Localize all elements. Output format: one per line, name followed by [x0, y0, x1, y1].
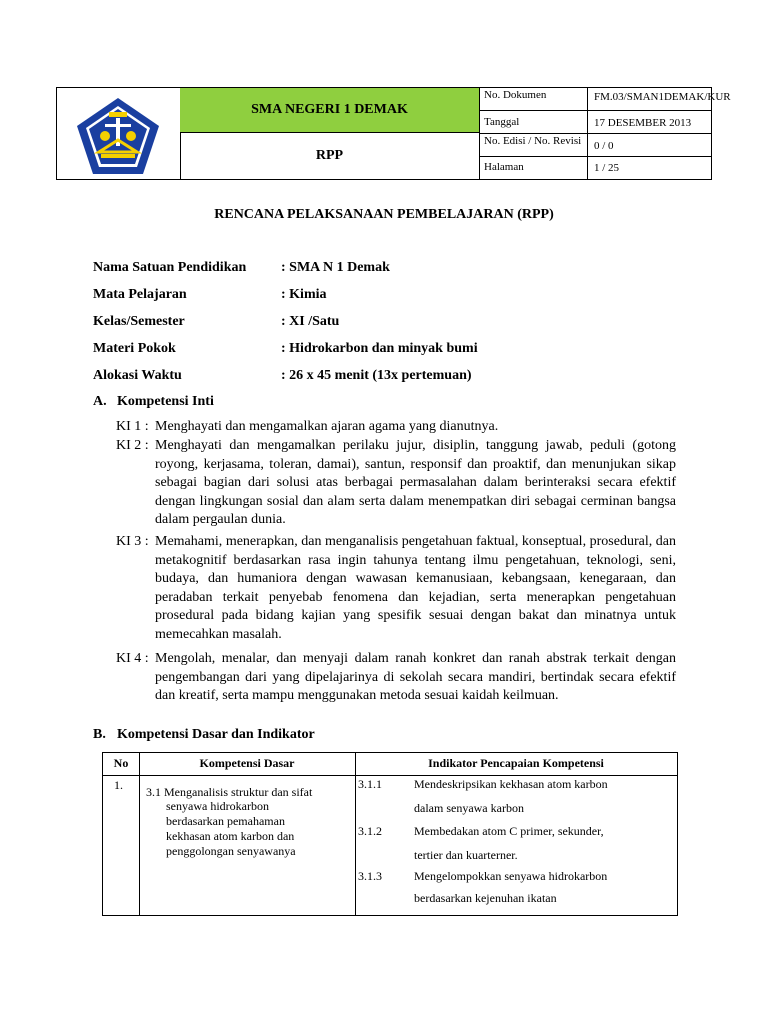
table-divider: [103, 775, 677, 776]
meta-row: [480, 111, 711, 134]
section-title: Kompetensi Inti: [117, 394, 214, 409]
kd-line: kekhasan atom karbon dan: [166, 829, 295, 843]
meta-row: [480, 88, 731, 111]
table-header-no: No: [113, 756, 129, 770]
kd-line: senyawa hidrokarbon: [166, 799, 269, 813]
ki-number: KI 4 :: [116, 651, 149, 666]
logo-cell: [57, 88, 181, 179]
table-divider: [139, 753, 140, 915]
ki-text: Menghayati dan mengamalkan ajaran agama yang dianutnya.: [155, 419, 499, 434]
ki-text: Menghayati dan mengamalkan perilaku jujur, disiplin, tanggung jawab, peduli (gotong royong, kerjasama, toleran, damai), santun, responsif dan proaktif, dan menunjukan sikap sebagai bagian dari solusi atas berbagai permasalahan dalam berinteraksi secara efektif dengan lingkungan sosial dan alam serta dalam menempatkan diri sebagai cerminan bangsa dalam pergaulan dunia.: [155, 438, 676, 528]
kd-line: penggolongan senyawanya: [166, 844, 296, 858]
indicator-line: Mendeskripsikan kekhasan atom karbon: [414, 777, 608, 791]
identity-value: : Kimia: [281, 287, 327, 302]
section-letter: B.: [93, 727, 106, 742]
ki-number: KI 1 :: [116, 419, 149, 434]
document-meta: [480, 88, 731, 179]
row-number: 1.: [114, 778, 123, 792]
table-header-indicator: Indikator Pencapaian Kompetensi: [428, 756, 604, 770]
identity-label: Kelas/Semester: [93, 314, 185, 329]
document-header: [56, 87, 731, 180]
meta-label: No. Edisi / No. Revisi: [480, 134, 588, 156]
identity-value: : XI /Satu: [281, 314, 340, 329]
meta-row: [480, 134, 711, 157]
kd-line: berdasarkan pemahaman: [166, 814, 285, 828]
meta-row: [480, 157, 711, 179]
meta-value: 17 DESEMBER 2013: [594, 117, 692, 129]
school-name: SMA NEGERI 1 DEMAK: [180, 88, 480, 133]
kd-table: [102, 752, 678, 916]
indicator-line: dalam senyawa karbon: [414, 801, 524, 815]
section-letter: A.: [93, 394, 107, 409]
meta-label: Tanggal: [480, 111, 588, 133]
indicator-line: berdasarkan kejenuhan ikatan: [414, 891, 557, 905]
document-type: RPP: [180, 133, 480, 179]
indicator-code: 3.1.1: [358, 777, 382, 791]
ki-text: Memahami, menerapkan, dan menganalisis pengetahuan faktual, konseptual, prosedural, dan metakognitif berdasarkan rasa ingin tahunya tentang ilmu pengetahuan, teknologi, seni, budaya, dan humaniora dengan wawasan kemanusiaan, kebangsaan, kenegaraan, dan peradaban terkait penyebab fenomena dan kejadian, serta menerapkan pengetahuan prosedural pada bidang kajian yang spesifik sesuai dengan bakat dan minatnya untuk memecahkan masalah.: [155, 534, 676, 642]
meta-value: FM.03/SMAN1DEMAK/KUR: [594, 91, 731, 103]
indicator-line: tertier dan kuarterner.: [414, 848, 518, 862]
document-title: RENCANA PELAKSANAAN PEMBELAJARAN (RPP): [214, 207, 554, 222]
identity-label: Nama Satuan Pendidikan: [93, 260, 247, 275]
indicator-line: Mengelompokkan senyawa hidrokarbon: [414, 869, 608, 883]
identity-label: Alokasi Waktu: [93, 368, 182, 383]
table-divider: [355, 753, 356, 915]
ki-number: KI 2 :: [116, 438, 149, 453]
indicator-line: Membedakan atom C primer, sekunder,: [414, 824, 604, 838]
meta-value: 1 / 25: [594, 162, 620, 174]
meta-label: No. Dokumen: [480, 88, 588, 110]
indicator-code: 3.1.2: [358, 824, 382, 838]
identity-label: Materi Pokok: [93, 341, 176, 356]
identity-value: : 26 x 45 menit (13x pertemuan): [281, 368, 472, 383]
meta-value: 0 / 0: [594, 140, 614, 152]
meta-label: Halaman: [480, 157, 588, 179]
identity-value: : Hidrokarbon dan minyak bumi: [281, 341, 478, 356]
indicator-code: 3.1.3: [358, 869, 382, 883]
section-title: Kompetensi Dasar dan Indikator: [117, 727, 315, 742]
ki-number: KI 3 :: [116, 534, 149, 549]
kd-line: 3.1 Menganalisis struktur dan sifat: [146, 785, 313, 799]
school-logo-icon: [75, 96, 161, 176]
identity-label: Mata Pelajaran: [93, 287, 187, 302]
table-header-kd: Kompetensi Dasar: [199, 756, 295, 770]
ki-text: Mengolah, menalar, dan menyaji dalam ranah konkret dan ranah abstrak terkait dengan pengembangan dari yang dipelajarinya di sekolah secara mandiri, bertindak secara efektif dan kreatif, serta mampu menggunakan metoda sesuai kaidah keilmuan.: [155, 651, 676, 704]
identity-value: : SMA N 1 Demak: [281, 260, 390, 275]
